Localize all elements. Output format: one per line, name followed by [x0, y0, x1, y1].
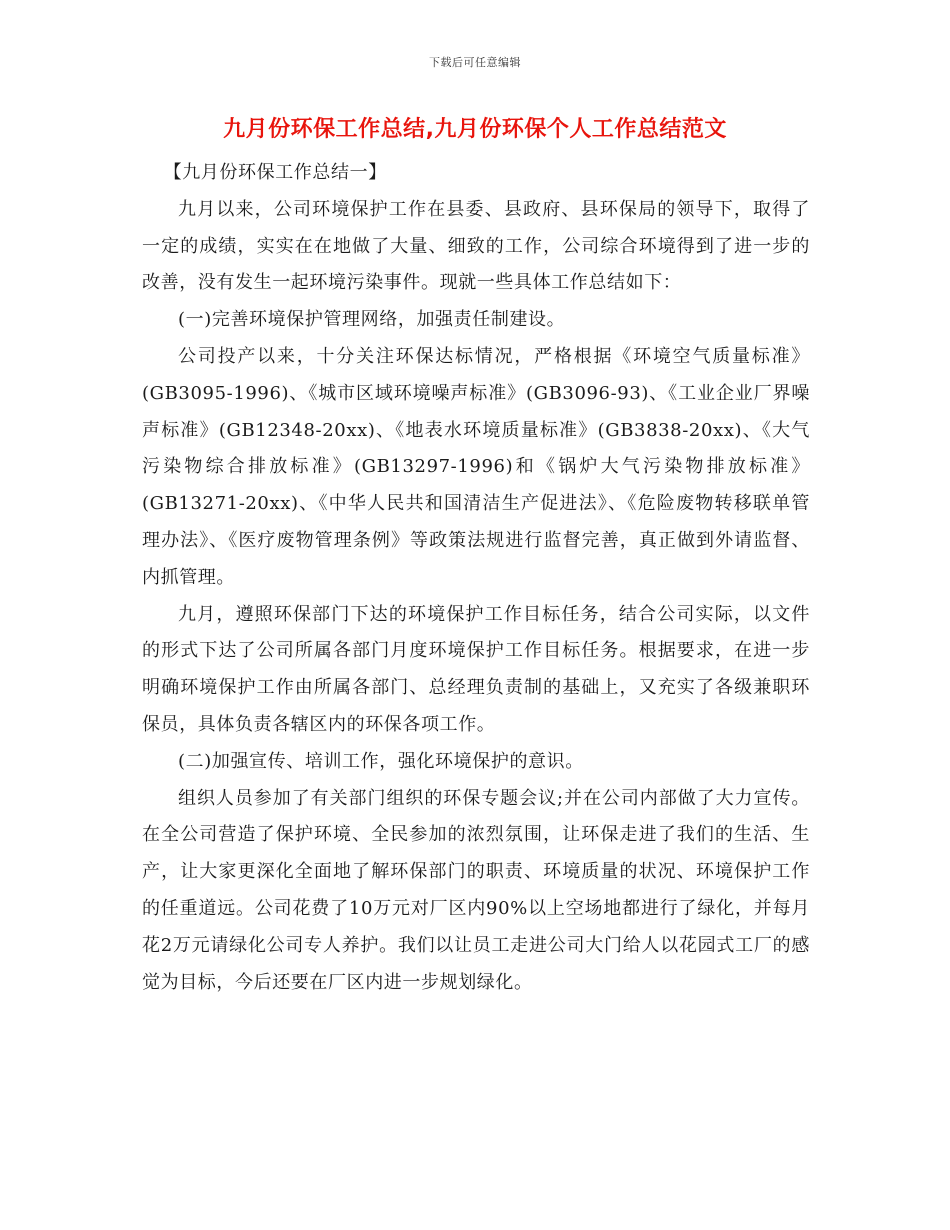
paragraph-regulations: 公司投产以来，十分关注环保达标情况，严格根据《环境空气质量标准》(GB3095-1996)、《城市区域环境噪声标准》(GB3096-93)、《工业企业厂界噪声标准》(GB12348-20xx)、《地表水环境质量标准》(GB3838-20xx)、《大气污染物综合排放标准》(GB13297-1996)和《锅炉大气污染物排放标准》(GB13271-20xx)、《中华人民共和国清洁生产促进法》、《危险废物转移联单管理办法》、《医疗废物管理条例》等政策法规进行监督完善，真正做到外请监督、内抓管理。: [142, 345, 810, 588]
document-title: 九月份环保工作总结,九月份环保个人工作总结范文: [223, 117, 727, 142]
paragraph-publicity: 组织人员参加了有关部门组织的环保专题会议;并在公司内部做了大力宣传。在全公司营造了保护环境、全民参加的浓烈氛围，让环保走进了我们的生活、生产，让大家更深化全面地了解环保部门的职责、环境质量的状况、环境保护工作的任重道远。公司花费了10万元对厂区内90%以上空场地都进行了绿化，并每月花2万元请绿化公司专人养护。我们以让员工走进公司大门给人以花园式工厂的感觉为目标，今后还要在厂区内进一步规划绿化。: [142, 787, 810, 993]
paragraph-september-targets: 九月，遵照环保部门下达的环境保护工作目标任务，结合公司实际，以文件的形式下达了公司所属各部门月度环境保护工作目标任务。根据要求，在进一步明确环境保护工作由所属各部门、总经理负责制的基础上，又充实了各级兼职环保员，具体负责各辖区内的环保各项工作。: [142, 603, 810, 735]
document-body: [142, 155, 810, 1001]
page-header-note: 下载后可任意编辑: [429, 56, 521, 69]
subheading-1: (一)完善环境保护管理网络，加强责任制建设。: [178, 309, 566, 331]
subheading-2: (二)加强宣传、培训工作，强化环境保护的意识。: [178, 750, 584, 772]
section-label: 【九月份环保工作总结一】: [163, 162, 387, 183]
paragraph-intro: 九月以来，公司环境保护工作在县委、县政府、县环保局的领导下，取得了一定的成绩，实实在在地做了大量、细致的工作，公司综合环境得到了进一步的改善，没有发生一起环境污染事件。现就一些具体工作总结如下：: [142, 198, 810, 294]
